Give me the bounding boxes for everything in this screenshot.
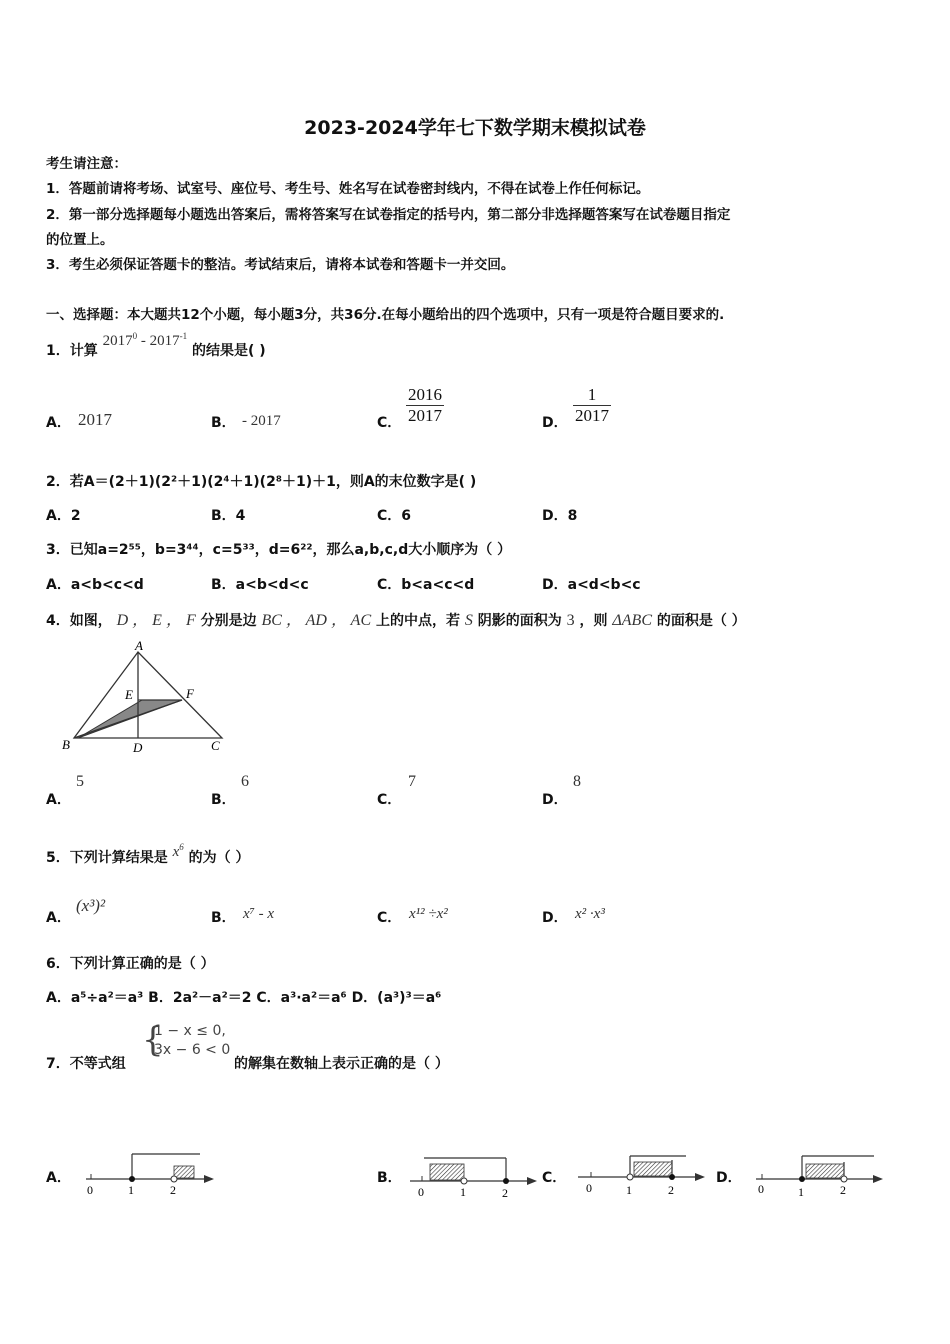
notice-heading: 考生请注意： xyxy=(46,156,127,172)
tick-label: 0 xyxy=(87,1183,93,1197)
label-c: C xyxy=(211,738,220,753)
notice-item: 的位置上。 xyxy=(46,232,114,248)
q1-option-label: C． xyxy=(377,415,402,431)
q1-suffix: 的结果是( ) xyxy=(192,343,266,359)
hatched-region xyxy=(430,1164,464,1180)
q3-option: D．a<d<b<c xyxy=(542,577,641,593)
q6-stem: 6．下列计算正确的是（ ） xyxy=(46,956,215,972)
q5-option-b: x⁷ - x xyxy=(243,906,275,922)
q4-option-label: B． xyxy=(211,792,236,808)
fraction-numerator: 1 xyxy=(587,385,597,404)
section-heading: 一、选择题：本大题共12个小题，每小题3分，共36分.在每小题给出的四个选项中，只有一项是符合题目要求的. xyxy=(46,307,725,323)
arrow-icon xyxy=(204,1175,214,1183)
q2-option: D．8 xyxy=(542,508,578,524)
q7-option-label: D． xyxy=(716,1170,742,1186)
solid-dot xyxy=(669,1174,675,1180)
q6-options: A．a⁵÷a²＝a³ B．2a²－a²＝2 C．a³·a²＝a⁶ D．(a³)³＝a⁶ xyxy=(46,990,442,1006)
fraction-numerator: 2016 xyxy=(408,385,442,404)
q4-option-label: C． xyxy=(377,792,402,808)
number-line-a xyxy=(84,1146,218,1202)
q4-stem: 4．如图， D ， E ， F 分别是边 BC ， AD ， AC 上的中点，若 S 阴影的面积为 3 ，则 ΔABC 的面积是（ ） xyxy=(46,612,746,629)
number-line-c xyxy=(574,1146,708,1202)
q1-stem xyxy=(46,331,266,360)
q1-option-c xyxy=(406,385,444,426)
q5-power: $x^6$ xyxy=(172,842,184,860)
q1-option-d xyxy=(573,385,611,426)
brace-icon: { xyxy=(142,1020,164,1060)
inequality-1: 1 − x ≤ 0, xyxy=(154,1023,226,1039)
q3-option: C．b<a<c<d xyxy=(377,577,475,593)
triangle-figure xyxy=(58,636,238,758)
q7-suffix: 的解集在数轴上表示正确的是（ ） xyxy=(234,1056,449,1072)
label-e: E xyxy=(125,687,133,702)
q1-option-label: A． xyxy=(46,415,71,431)
q4-option-a: 5 xyxy=(76,773,84,790)
q7-option-label: C． xyxy=(542,1170,567,1186)
inequality-system xyxy=(142,1022,232,1062)
solid-dot xyxy=(799,1176,805,1182)
label-f: F xyxy=(186,686,194,701)
solid-dot xyxy=(129,1176,135,1182)
q5-option-label: D． xyxy=(542,910,568,926)
hollow-dot xyxy=(171,1176,177,1182)
hollow-dot xyxy=(627,1174,633,1180)
notice-item: 1．答题前请将考场、试室号、座位号、考生号、姓名写在试卷密封线内，不得在试卷上作任何标记。 xyxy=(46,181,650,197)
q3-stem: 3．已知a=2⁵⁵，b=3⁴⁴，c=5³³，d=6²²，那么a,b,c,d大小顺序为（ ） xyxy=(46,542,512,558)
q7-prefix: 7．不等式组 xyxy=(46,1056,126,1072)
label-a: A xyxy=(135,638,143,653)
q2-option: C．6 xyxy=(377,508,412,524)
label-b: B xyxy=(62,737,70,752)
tick-label: 1 xyxy=(128,1183,134,1197)
q4-option-c: 7 xyxy=(408,773,416,790)
label-d: D xyxy=(133,740,143,755)
tick-label: 0 xyxy=(758,1182,764,1196)
q5-option-a: (x³)² xyxy=(76,896,106,915)
hatched-region xyxy=(174,1166,194,1178)
q1-option-label: B． xyxy=(211,415,236,431)
q2-option: A．2 xyxy=(46,508,81,524)
q1-option-b: - 2017 xyxy=(242,413,281,429)
tick-label: 2 xyxy=(668,1183,674,1197)
hollow-dot xyxy=(461,1178,467,1184)
q1-option-a: 2017 xyxy=(78,410,112,429)
q1-prefix: 1．计算 xyxy=(46,343,98,359)
q3-option: B．a<b<d<c xyxy=(211,577,309,593)
q7-option-label: B． xyxy=(377,1170,402,1186)
q4-area-symbol: S xyxy=(464,612,473,629)
tick-label: 1 xyxy=(798,1185,804,1199)
inequality-2: 3x − 6 < 0 xyxy=(154,1042,231,1058)
hatched-region xyxy=(806,1164,844,1178)
q4-sides: BC ， AD ， AC xyxy=(261,612,372,629)
q5-option-label: A． xyxy=(46,910,71,926)
tick-label: 2 xyxy=(170,1183,176,1197)
segment-bf xyxy=(74,700,182,738)
tick-label: 0 xyxy=(418,1185,424,1199)
arrow-icon xyxy=(527,1177,537,1185)
q4-points: D ， E ， F xyxy=(116,612,196,629)
q4-triangle-name: ΔABC xyxy=(612,612,652,629)
tick-label: 0 xyxy=(586,1181,592,1195)
tick-label: 2 xyxy=(502,1186,508,1200)
arrow-icon xyxy=(695,1173,705,1181)
notice-item: 3．考生必须保证答题卡的整洁。考试结束后，请将本试卷和答题卡一并交回。 xyxy=(46,257,515,273)
q4-option-label: D． xyxy=(542,792,568,808)
number-line-d xyxy=(752,1146,886,1202)
notice-item: 2．第一部分选择题每小题选出答案后，需将答案写在试卷指定的括号内，第二部分非选择题答案写在试卷题目指定 xyxy=(46,207,731,223)
q3-option: A．a<b<c<d xyxy=(46,577,144,593)
hatched-region xyxy=(634,1162,672,1176)
fraction-denominator: 2017 xyxy=(575,406,609,425)
q4-area-value: 3 xyxy=(566,612,575,629)
tick-label: 1 xyxy=(460,1185,466,1199)
q4-option-b: 6 xyxy=(241,773,249,790)
q4-option-d: 8 xyxy=(573,773,581,790)
solid-dot xyxy=(503,1178,509,1184)
number-line-b xyxy=(408,1146,540,1202)
tick-label: 1 xyxy=(626,1183,632,1197)
arrow-icon xyxy=(873,1175,883,1183)
q5-option-label: B． xyxy=(211,910,236,926)
q1-expression: $2017^0 - 2017^{-1}$ xyxy=(102,331,188,349)
q2-stem: 2．若A＝(2＋1)(2²＋1)(2⁴＋1)(2⁸＋1)＋1，则A的末位数字是( ) xyxy=(46,474,477,490)
q4-option-label: A． xyxy=(46,792,71,808)
q5-option-label: C． xyxy=(377,910,402,926)
triangle-abc xyxy=(74,652,222,738)
fraction-denominator: 2017 xyxy=(408,406,442,425)
q5-stem: 5．下列计算结果是 $x^6$ 的为（ ） xyxy=(46,842,250,866)
page-title: 2023-2024学年七下数学期末模拟试卷 xyxy=(304,117,646,139)
q5-option-c: x¹² ÷x² xyxy=(409,906,448,922)
q5-option-d: x² ·x³ xyxy=(575,906,605,922)
q7-option-label: A． xyxy=(46,1170,71,1186)
hollow-dot xyxy=(841,1176,847,1182)
tick-label: 2 xyxy=(840,1183,846,1197)
q2-option: B．4 xyxy=(211,508,246,524)
q1-option-label: D． xyxy=(542,415,568,431)
